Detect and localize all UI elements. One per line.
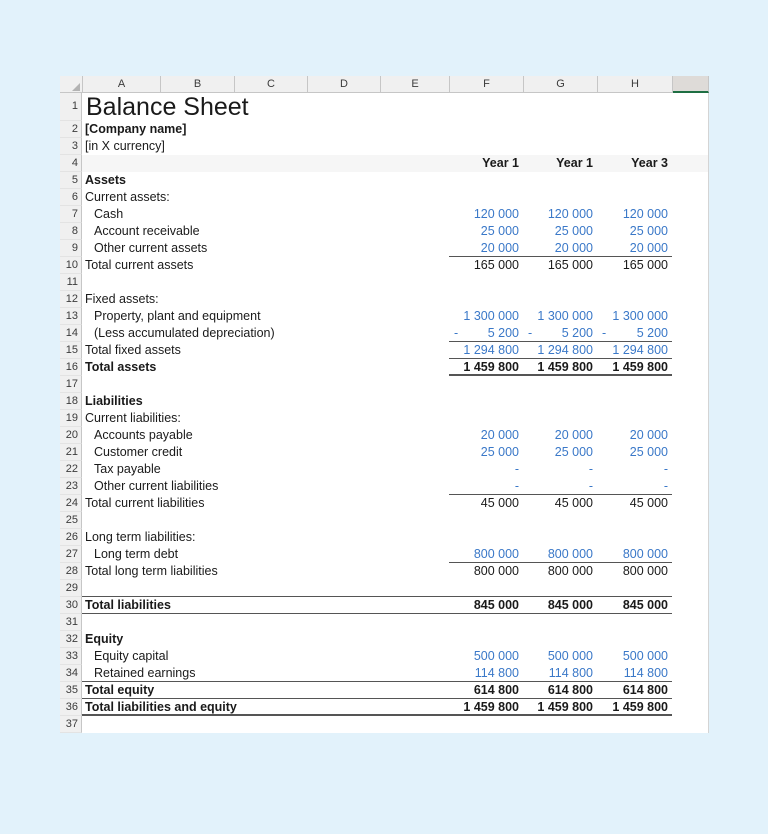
total-liabilities-label: Total liabilities — [82, 597, 449, 614]
customer-credit-year3[interactable]: 25 000 — [629, 445, 668, 459]
account-receivable-year2[interactable]: 25 000 — [554, 224, 593, 238]
long-term-debt-year3[interactable]: 800 000 — [597, 546, 672, 563]
total-equity-year2[interactable]: 614 800 — [523, 682, 597, 699]
equity-capital-year3[interactable]: 500 000 — [622, 649, 668, 663]
sheet-row-35 — [60, 682, 708, 699]
cash-year2[interactable]: 120 000 — [547, 207, 593, 221]
property-plant-equipment-year3[interactable]: 1 300 000 — [612, 309, 668, 323]
sheet-row-33 — [60, 648, 708, 665]
row-header-19[interactable]: 19 — [60, 410, 82, 427]
row-header-11[interactable]: 11 — [60, 274, 82, 291]
account-receivable-year3[interactable]: 25 000 — [629, 224, 668, 238]
less-accumulated-depreciation-year2-value: 5 200 — [561, 326, 593, 340]
total-liabilities-year2[interactable]: 845 000 — [523, 597, 597, 614]
sheet-row-36 — [60, 699, 708, 716]
column-header-e[interactable]: E — [381, 76, 450, 93]
sheet-row-7 — [60, 206, 708, 223]
other-current-assets-year1[interactable]: 20 000 — [449, 240, 523, 257]
less-accumulated-depreciation-year3-value: 5 200 — [636, 326, 668, 340]
row-header-35[interactable]: 35 — [60, 682, 82, 699]
equity-heading: Equity — [85, 632, 124, 646]
sheet-row-1 — [60, 93, 708, 121]
less-accumulated-depreciation-year1[interactable] — [449, 325, 523, 342]
row-28-col-i — [672, 563, 708, 580]
column-header-c[interactable]: C — [235, 76, 308, 93]
negative-sign-year1: - — [454, 326, 459, 340]
line-item-label-accounts-payable: Accounts payable — [94, 428, 193, 442]
row-header-34[interactable]: 34 — [60, 665, 82, 682]
total-equity-year3[interactable]: 614 800 — [597, 682, 672, 699]
total-liabilities-and-equity-year1[interactable]: 1 459 800 — [449, 699, 523, 716]
row-14-col-i — [672, 325, 708, 342]
column-header-h[interactable]: H — [598, 76, 673, 93]
sheet-row-3 — [60, 138, 708, 155]
tax-payable-year1[interactable]: - — [514, 462, 519, 476]
row-header-32[interactable]: 32 — [60, 631, 82, 648]
row-34-col-i — [672, 665, 708, 682]
long-term-liabilities-heading: Long term liabilities: — [85, 530, 196, 544]
sheet-row-2 — [60, 121, 708, 138]
total-assets-label: Total assets — [85, 360, 157, 374]
sheet-row-18 — [60, 393, 708, 410]
row-13-col-i — [672, 308, 708, 325]
row-header-7[interactable]: 7 — [60, 206, 82, 223]
line-item-label-cash: Cash — [94, 207, 124, 221]
row-24-col-i — [672, 495, 708, 512]
sheet-row-10 — [60, 257, 708, 274]
total-fixed-assets-year1[interactable]: 1 294 800 — [449, 342, 523, 359]
page-title: Balance Sheet — [86, 93, 249, 121]
total-current-assets-year2[interactable]: 165 000 — [547, 258, 593, 272]
other-current-liabilities-year3[interactable]: - — [597, 478, 672, 495]
line-item-label-property-plant-equipment: Property, plant and equipment — [94, 309, 261, 323]
row-header-3[interactable]: 3 — [60, 138, 82, 155]
long-term-debt-year2[interactable]: 800 000 — [523, 546, 597, 563]
line-item-label-other-current-assets: Other current assets — [94, 241, 208, 255]
row-header-6[interactable]: 6 — [60, 189, 82, 206]
tax-payable-year3[interactable]: - — [663, 462, 668, 476]
select-all-button[interactable] — [60, 76, 83, 93]
long-term-debt-year1[interactable]: 800 000 — [449, 546, 523, 563]
row-header-9[interactable]: 9 — [60, 240, 82, 257]
sheet-row-25 — [60, 512, 708, 529]
row-17-label — [82, 376, 708, 393]
row-header-37[interactable]: 37 — [60, 716, 82, 733]
row-header-21[interactable]: 21 — [60, 444, 82, 461]
row-header-16[interactable]: 16 — [60, 359, 82, 376]
line-item-label-tax-payable: Tax payable — [94, 462, 161, 476]
negative-sign-year3: - — [602, 326, 607, 340]
assets-heading: Assets — [85, 173, 126, 187]
total-current-liabilities-year1[interactable]: 45 000 — [480, 496, 519, 510]
customer-credit-year1[interactable]: 25 000 — [480, 445, 519, 459]
row-29-label — [82, 580, 449, 597]
retained-earnings-year3[interactable]: 114 800 — [597, 665, 672, 682]
total-current-liabilities-year3[interactable]: 45 000 — [629, 496, 668, 510]
sheet-row-34 — [60, 665, 708, 682]
row-4-col-i — [672, 155, 708, 172]
liabilities-heading: Liabilities — [85, 394, 143, 408]
sheet-row-24 — [60, 495, 708, 512]
column-header-d[interactable]: D — [308, 76, 381, 93]
cash-year1[interactable]: 120 000 — [473, 207, 519, 221]
row-33-col-i — [672, 648, 708, 665]
row-16-col-i — [672, 359, 708, 376]
sheet-row-20 — [60, 427, 708, 444]
sheet-row-11 — [60, 274, 708, 291]
row-header-15[interactable]: 15 — [60, 342, 82, 359]
row-36-col-i — [672, 699, 708, 716]
year-header-1: Year 1 — [482, 156, 519, 170]
equity-capital-year1[interactable]: 500 000 — [473, 649, 519, 663]
row-29-col-i — [672, 580, 708, 597]
row-header-27[interactable]: 27 — [60, 546, 82, 563]
total-liabilities-year1[interactable]: 845 000 — [449, 597, 523, 614]
total-long-term-liabilities-label: Total long term liabilities — [85, 564, 218, 578]
fixed-assets-heading: Fixed assets: — [85, 292, 159, 306]
sheet-row-22 — [60, 461, 708, 478]
sheet-row-27 — [60, 546, 708, 563]
row-header-8[interactable]: 8 — [60, 223, 82, 240]
column-header-row — [60, 76, 708, 93]
total-liabilities-and-equity-year3[interactable]: 1 459 800 — [597, 699, 672, 716]
row-header-2[interactable]: 2 — [60, 121, 82, 138]
less-accumulated-depreciation-year2[interactable] — [523, 325, 597, 342]
column-header-a[interactable]: A — [83, 76, 161, 93]
row-8-col-i — [672, 223, 708, 240]
sheet-row-19 — [60, 410, 708, 427]
other-current-liabilities-year1[interactable]: - — [449, 478, 523, 495]
account-receivable-year1[interactable]: 25 000 — [480, 224, 519, 238]
row-23-col-i — [672, 478, 708, 495]
currency-note: [in X currency] — [85, 139, 165, 153]
total-current-assets-year1[interactable]: 165 000 — [473, 258, 519, 272]
line-item-label-retained-earnings: Retained earnings — [82, 665, 449, 682]
row-header-33[interactable]: 33 — [60, 648, 82, 665]
row-21-col-i — [672, 444, 708, 461]
less-accumulated-depreciation-year1-value: 5 200 — [487, 326, 519, 340]
sheet-row-37 — [60, 716, 708, 733]
total-equity-year1[interactable]: 614 800 — [449, 682, 523, 699]
total-current-liabilities-label: Total current liabilities — [85, 496, 205, 510]
column-header-b[interactable]: B — [161, 76, 235, 93]
row-10-col-i — [672, 257, 708, 274]
row-header-14[interactable]: 14 — [60, 325, 82, 342]
total-long-term-liabilities-year2[interactable]: 800 000 — [547, 564, 593, 578]
row-header-22[interactable]: 22 — [60, 461, 82, 478]
row-header-31[interactable]: 31 — [60, 614, 82, 631]
total-fixed-assets-label: Total fixed assets — [85, 343, 181, 357]
less-accumulated-depreciation-year3[interactable] — [597, 325, 672, 342]
row-29-col-f — [449, 580, 523, 597]
accounts-payable-year2[interactable]: 20 000 — [554, 428, 593, 442]
row-header-10[interactable]: 10 — [60, 257, 82, 274]
sheet-row-12 — [60, 291, 708, 308]
row-31-label — [82, 614, 708, 631]
total-fixed-assets-year3[interactable]: 1 294 800 — [597, 342, 672, 359]
property-plant-equipment-year2[interactable]: 1 300 000 — [537, 309, 593, 323]
row-header-26[interactable]: 26 — [60, 529, 82, 546]
company-name: [Company name] — [85, 122, 187, 136]
sheet-row-8 — [60, 223, 708, 240]
sheet-row-6 — [60, 189, 708, 206]
accounts-payable-year3[interactable]: 20 000 — [629, 428, 668, 442]
row-header-36[interactable]: 36 — [60, 699, 82, 716]
sheet-row-16 — [60, 359, 708, 376]
row-35-col-i — [672, 682, 708, 699]
total-liabilities-and-equity-label: Total liabilities and equity — [82, 699, 449, 716]
spreadsheet-grid[interactable] — [60, 76, 709, 733]
row-header-5[interactable]: 5 — [60, 172, 82, 189]
sheet-row-9 — [60, 240, 708, 257]
sheet-row-23 — [60, 478, 708, 495]
row-11-label — [82, 274, 708, 291]
total-fixed-assets-year2[interactable]: 1 294 800 — [523, 342, 597, 359]
line-item-label-equity-capital: Equity capital — [94, 649, 169, 663]
row-header-4[interactable]: 4 — [60, 155, 82, 172]
total-assets-year3[interactable]: 1 459 800 — [597, 359, 672, 376]
total-long-term-liabilities-year1[interactable]: 800 000 — [473, 564, 519, 578]
row-30-col-i — [672, 597, 708, 614]
current-assets-heading: Current assets: — [85, 190, 170, 204]
row-4-label — [82, 155, 449, 172]
line-item-label-other-current-liabilities: Other current liabilities — [94, 479, 219, 493]
sheet-row-26 — [60, 529, 708, 546]
sheet-row-17 — [60, 376, 708, 393]
sheet-row-29 — [60, 580, 708, 597]
other-current-assets-year3[interactable]: 20 000 — [597, 240, 672, 257]
total-liabilities-and-equity-year2[interactable]: 1 459 800 — [523, 699, 597, 716]
line-item-label-customer-credit: Customer credit — [94, 445, 183, 459]
property-plant-equipment-year1[interactable]: 1 300 000 — [463, 309, 519, 323]
column-header-f[interactable]: F — [450, 76, 524, 93]
row-22-col-i — [672, 461, 708, 478]
total-liabilities-year3[interactable]: 845 000 — [597, 597, 672, 614]
sheet-row-14 — [60, 325, 708, 342]
column-header-i[interactable] — [673, 76, 709, 93]
row-header-30[interactable]: 30 — [60, 597, 82, 614]
row-29-col-h — [597, 580, 672, 597]
other-current-assets-year2[interactable]: 20 000 — [523, 240, 597, 257]
tax-payable-year2[interactable]: - — [588, 462, 593, 476]
sheet-row-30 — [60, 597, 708, 614]
row-header-12[interactable]: 12 — [60, 291, 82, 308]
retained-earnings-year2[interactable]: 114 800 — [523, 665, 597, 682]
row-header-1[interactable]: 1 — [60, 93, 82, 121]
sheet-row-31 — [60, 614, 708, 631]
customer-credit-year2[interactable]: 25 000 — [554, 445, 593, 459]
total-equity-label: Total equity — [82, 682, 449, 699]
row-header-28[interactable]: 28 — [60, 563, 82, 580]
total-current-liabilities-year2[interactable]: 45 000 — [554, 496, 593, 510]
sheet-row-15 — [60, 342, 708, 359]
negative-sign-year2: - — [528, 326, 533, 340]
row-header-23[interactable]: 23 — [60, 478, 82, 495]
row-20-col-i — [672, 427, 708, 444]
row-29-col-g — [523, 580, 597, 597]
row-25-label — [82, 512, 708, 529]
row-37-label — [82, 716, 708, 733]
select-all-triangle-icon — [72, 83, 80, 91]
row-header-18[interactable]: 18 — [60, 393, 82, 410]
row-header-24[interactable]: 24 — [60, 495, 82, 512]
total-assets-year2[interactable]: 1 459 800 — [523, 359, 597, 376]
total-current-assets-label: Total current assets — [85, 258, 194, 272]
total-current-assets-year3[interactable]: 165 000 — [622, 258, 668, 272]
row-header-25[interactable]: 25 — [60, 512, 82, 529]
retained-earnings-year1[interactable]: 114 800 — [449, 665, 523, 682]
sheet-row-5 — [60, 172, 708, 189]
row-header-17[interactable]: 17 — [60, 376, 82, 393]
line-item-label-long-term-debt: Long term debt — [94, 547, 179, 561]
row-15-col-i — [672, 342, 708, 359]
line-item-label-less-accumulated-depreciation: (Less accumulated depreciation) — [94, 326, 275, 340]
total-assets-year1[interactable]: 1 459 800 — [449, 359, 523, 376]
sheet-row-28 — [60, 563, 708, 580]
year-header-3: Year 3 — [631, 156, 668, 170]
column-header-g[interactable]: G — [524, 76, 598, 93]
sheet-row-32 — [60, 631, 708, 648]
sheet-row-21 — [60, 444, 708, 461]
other-current-liabilities-year2[interactable]: - — [523, 478, 597, 495]
accounts-payable-year1[interactable]: 20 000 — [480, 428, 519, 442]
row-7-col-i — [672, 206, 708, 223]
row-27-col-i — [672, 546, 708, 563]
year-header-2: Year 1 — [556, 156, 593, 170]
current-liabilities-heading: Current liabilities: — [85, 411, 181, 425]
row-9-col-i — [672, 240, 708, 257]
sheet-row-13 — [60, 308, 708, 325]
line-item-label-account-receivable: Account receivable — [94, 224, 200, 238]
cash-year3[interactable]: 120 000 — [622, 207, 668, 221]
row-header-29[interactable]: 29 — [60, 580, 82, 597]
sheet-row-4 — [60, 155, 708, 172]
total-long-term-liabilities-year3[interactable]: 800 000 — [622, 564, 668, 578]
equity-capital-year2[interactable]: 500 000 — [547, 649, 593, 663]
row-header-20[interactable]: 20 — [60, 427, 82, 444]
row-header-13[interactable]: 13 — [60, 308, 82, 325]
